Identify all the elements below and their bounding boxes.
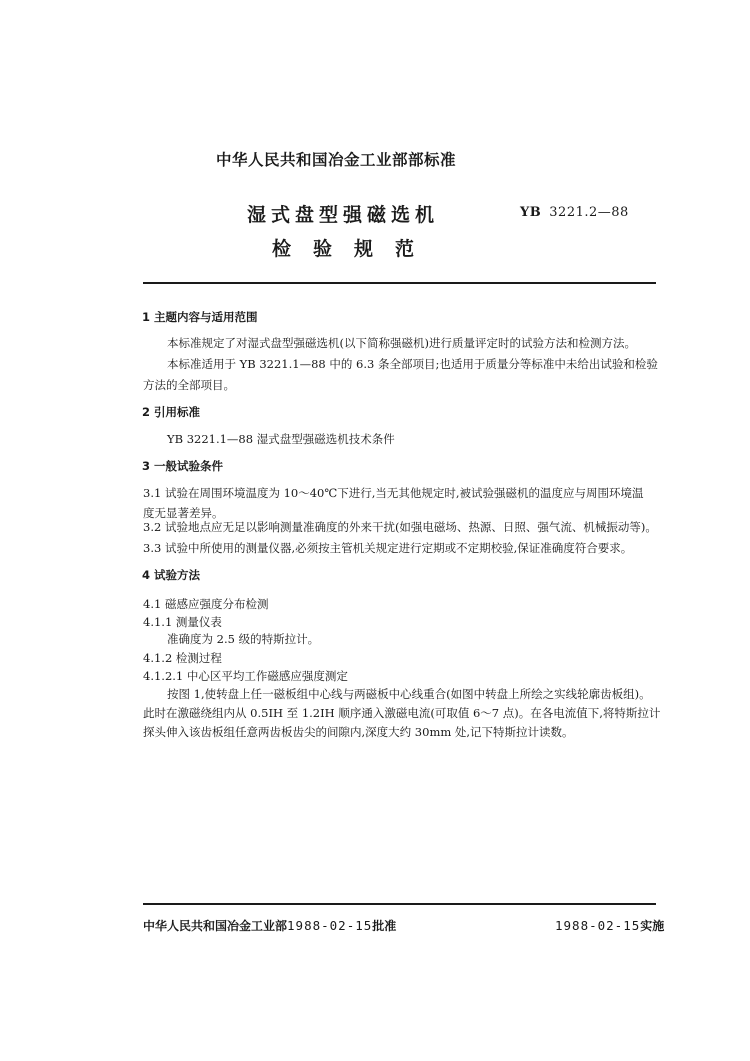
- clause-3-3: 3.3 试验中所使用的测量仪器,必须按主管机关规定进行定期或不定期校验,保证准确度符合要求。: [143, 541, 633, 555]
- section-1-paragraph-2: 本标准适用于 YB 3221.1—88 中的 6.3 条全部项目;也适用于质量分等标准中未给出试验和检验: [167, 357, 658, 371]
- clause-4-1-2-1-para-c: 探头伸入该齿板组任意两齿板齿尖的间隙内,深度大约 30mm 处,记下特斯拉计读数。: [143, 725, 574, 739]
- doc-number-value: 3221.2—88: [549, 205, 629, 220]
- section-1-heading: 1 主题内容与适用范围: [142, 310, 258, 324]
- clause-4-1-2-1: 4.1.2.1 中心区平均工作磁感应强度测定: [143, 669, 348, 683]
- approval-label: 批准: [372, 919, 397, 933]
- clause-4-1-2-1-para-a: 按图 1,使转盘上任一磁板组中心线与两磁板中心线重合(如图中转盘上所绘之实线轮廓齿板组)。: [167, 687, 651, 701]
- clause-4-1-2-1-para-b: 此时在激磁绕组内从 0.5IH 至 1.2IH 顺序通入激磁电流(可取值 6～7 点)。在各电流值下,将特斯拉计: [143, 706, 661, 720]
- section-2-reference: YB 3221.1—88 湿式盘型强磁选机技术条件: [167, 432, 395, 446]
- section-1-paragraph-2-cont: 方法的全部项目。: [143, 378, 235, 392]
- section-1-paragraph-1: 本标准规定了对湿式盘型强磁选机(以下简称强磁机)进行质量评定时的试验方法和检测方法。: [167, 336, 636, 350]
- approval-organization: 中华人民共和国冶金工业部: [143, 919, 288, 933]
- document-title: 湿式盘型强磁选机: [247, 204, 440, 226]
- clause-4-1-1: 4.1.1 测量仪表: [143, 615, 222, 629]
- clause-3-2: 3.2 试验地点应无足以影响测量准确度的外来干扰(如强电磁场、热源、日照、强气流、机械振动等)。: [143, 520, 657, 534]
- clause-3-1-cont: 度无显著差异。: [143, 506, 224, 520]
- approval-line: [143, 915, 396, 934]
- ministry-standard-label: 中华人民共和国冶金工业部部标准: [216, 151, 457, 169]
- clause-3-1: 3.1 试验在周围环境温度为 10～40℃下进行,当无其他规定时,被试验强磁机的温度应与周围环境温: [143, 486, 644, 500]
- implementation-date: 1988-02-15: [555, 918, 641, 933]
- clause-4-1-2: 4.1.2 检测过程: [143, 651, 222, 665]
- implementation-label: 实施: [640, 919, 665, 933]
- clause-4-1: 4.1 磁感应强度分布检测: [143, 597, 269, 611]
- document-number: [520, 205, 629, 220]
- doc-prefix: YB: [520, 205, 542, 220]
- section-3-heading: 3 一般试验条件: [142, 459, 224, 473]
- approval-date: 1988-02-15: [287, 918, 373, 933]
- implementation-line: [555, 915, 664, 934]
- clause-4-1-1-text: 准确度为 2.5 级的特斯拉计。: [167, 632, 320, 646]
- header-rule: [143, 282, 656, 284]
- footer-rule: [143, 903, 656, 905]
- section-4-heading: 4 试验方法: [142, 568, 201, 582]
- document-subtitle: 检验规范: [272, 238, 437, 260]
- section-2-heading: 2 引用标准: [142, 405, 201, 419]
